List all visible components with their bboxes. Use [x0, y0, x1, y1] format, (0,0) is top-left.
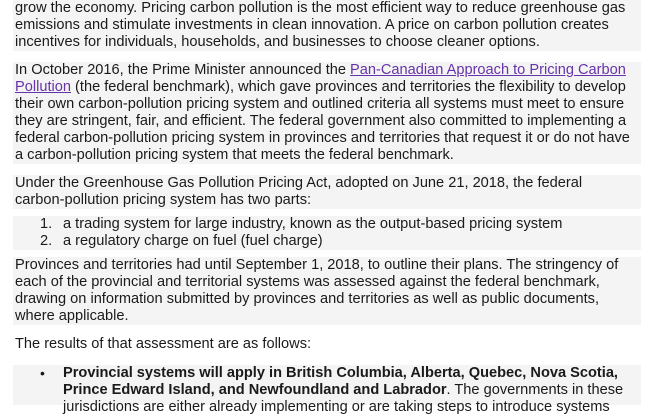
- text-run: (the federal benchmark), which gave provinces and territories the flexibility to develop: [70, 79, 626, 95]
- bold-text: Provincial systems will apply in British Columbia, Alberta, Quebec, Nova Scotia,: [63, 365, 618, 381]
- plans-paragraph: [13, 257, 641, 325]
- text-line: [13, 79, 641, 96]
- text-run: In October 2016, the Prime Minister announced the: [15, 62, 351, 78]
- results-paragraph: [13, 336, 641, 353]
- text-run: . The governments in these: [446, 382, 624, 398]
- text-line: incentives for individuals, households, and businesses to choose cleaner options.: [15, 34, 540, 50]
- text-line: Provinces and territories had until September 1, 2018, to outline their plans. The stringency of: [15, 257, 619, 273]
- list-item-text: a trading system for large industry, known as the output-based pricing system: [63, 216, 563, 232]
- bullet-list: [13, 365, 641, 415]
- bold-text: Prince Edward Island, and Newfoundland and Labrador: [63, 382, 447, 398]
- list-item-text: a regulatory charge on fuel (fuel charge): [63, 233, 323, 249]
- text-line: drawing on information submitted by provinces and territories as well as public documents,: [15, 291, 600, 307]
- intro-paragraph: [13, 0, 641, 51]
- text-line: [63, 365, 643, 382]
- list-number: 2.: [40, 233, 53, 249]
- text-line: their own carbon-pollution pricing system and outlined criteria all systems must meet to ensure: [15, 96, 625, 112]
- text-line: federal carbon-pollution pricing system in provinces and territories that request it or do not have: [15, 130, 630, 146]
- bullet-icon: •: [40, 365, 45, 381]
- text-line: [63, 382, 643, 399]
- pan-canadian-approach-link-cont[interactable]: Pollution: [15, 79, 71, 95]
- list-item-text: [63, 365, 643, 416]
- ordered-list: [13, 216, 641, 250]
- text-line: carbon-pollution pricing system has two parts:: [15, 192, 312, 208]
- text-line: they are stringent, fair, and efficient. The federal government also committed to implementing a: [15, 113, 627, 129]
- list-number: 1.: [40, 216, 53, 232]
- benchmark-paragraph: [13, 62, 641, 164]
- act-paragraph: [13, 175, 641, 209]
- text-line: each of the provincial and territorial systems was assessed against the federal benchmark,: [15, 274, 600, 290]
- text-line: The results of that assessment are as follows:: [15, 336, 312, 352]
- text-line: [13, 62, 641, 79]
- text-line: a carbon-pollution pricing system that meets the federal benchmark.: [15, 147, 454, 163]
- text-line: emissions and stimulate investments in clean innovation. A price on carbon pollution creates: [15, 17, 609, 33]
- text-line: jurisdictions are either already implementing or are taking steps to introduce systems: [63, 399, 610, 415]
- text-line: Under the Greenhouse Gas Pollution Pricing Act, adopted on June 21, 2018, the federal: [15, 175, 583, 191]
- text-line: grow the economy. Pricing carbon pollution is the most efficient way to reduce greenhouse gas: [15, 0, 626, 16]
- pan-canadian-approach-link[interactable]: Pan-Canadian Approach to Pricing Carbon: [350, 62, 626, 78]
- text-line: where applicable.: [15, 308, 129, 324]
